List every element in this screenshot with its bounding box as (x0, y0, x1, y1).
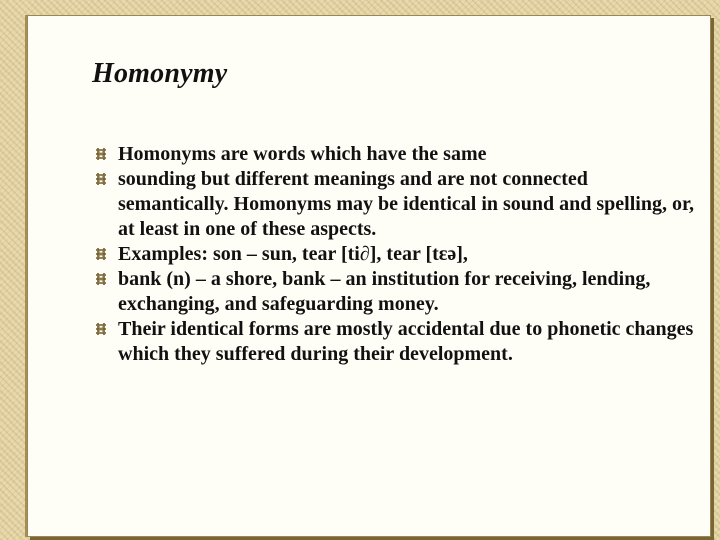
patterned-square-bullet-icon (94, 172, 108, 186)
patterned-square-bullet-icon (94, 147, 108, 161)
bullet-item (92, 267, 702, 317)
bullet-text: Examples: son – sun, tear [ti∂], tear [tɛə], (118, 243, 468, 265)
bullet-item (92, 317, 702, 367)
bullet-item (92, 242, 702, 267)
bullet-item (92, 142, 702, 167)
bullet-list (92, 142, 702, 367)
bullet-text: Their identical forms are mostly accidental due to phonetic changes which they suffered during their development. (118, 318, 694, 365)
bullet-item (92, 167, 702, 242)
patterned-square-bullet-icon (94, 272, 108, 286)
patterned-square-bullet-icon (94, 247, 108, 261)
bullet-text: sounding but different meanings and are not connected semantically. Homonyms may be identical in sound and spelling, or, at least in one of these aspects. (118, 168, 695, 240)
patterned-square-bullet-icon (94, 322, 108, 336)
slide-title: Homonymy (92, 58, 228, 89)
bullet-text: bank (n) – a shore, bank – an institution for receiving, lending, exchanging, and safeguarding money. (118, 268, 651, 315)
bullet-text: Homonyms are words which have the same (118, 143, 487, 165)
